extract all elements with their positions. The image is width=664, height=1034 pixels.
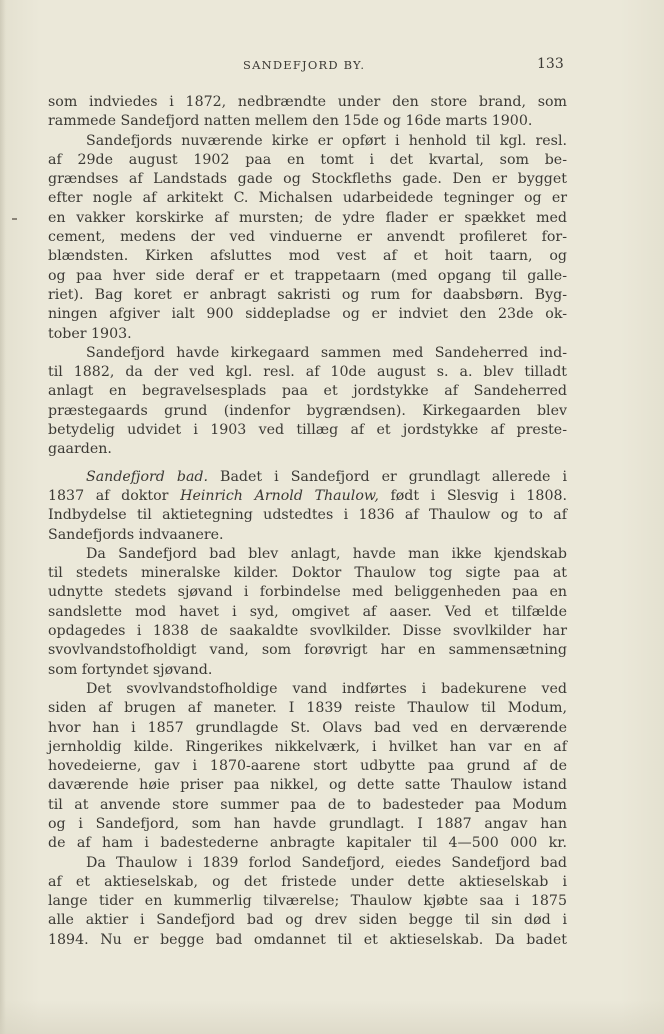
text-line: og paa hver side deraf er et trappetaarn (med opgang til galle- [48, 267, 567, 284]
italic-person-name: Heinrich Arnold Thaulow, [180, 487, 379, 504]
text-line: efter nogle af arkitekt C. Michalsen udarbeidede tegninger og er [48, 190, 567, 207]
text-line: Sandefjord havde kirkegaard sammen med Sandeherred ind- [86, 344, 567, 361]
text-line: sandslette mod havet i syd, omgivet af aaser. Ved et tilfælde [48, 603, 567, 620]
text-line: tober 1903. [48, 325, 132, 342]
text-fragment: 1837 af doktor [48, 487, 181, 504]
text-line: præstegaards grund (indenfor bygrændsen). Kirkegaarden blev [48, 402, 567, 419]
text-line: riet). Bag koret er anbragt sakristi og rum for daabsbørn. Byg- [48, 286, 567, 303]
text-line: af 29de august 1902 paa en tomt i det kvartal, som be- [48, 151, 567, 168]
text-fragment: Badet i Sandefjord er grundlagt allerede i [208, 468, 567, 485]
page-header [0, 58, 664, 78]
text-line: blændsten. Kirken afsluttes mod vest af et hoit taarn, og [48, 248, 567, 265]
text-line: Sandefjords indvaanere. [48, 526, 224, 543]
text-line: udnytte stedets sjøvand i forbindelse med beliggenheden paa en [48, 584, 567, 601]
paragraph-block-church [48, 93, 567, 460]
text-line: de af ham i badestederne anbragte kapitaler til 4—500 000 kr. [48, 835, 567, 852]
text-line: som indviedes i 1872, nedbrændte under den store brand, som [48, 94, 567, 110]
text-line: hvor han i 1857 grundlagde St. Olavs bad ved en derværende [48, 719, 567, 736]
text-line: 1894. Nu er begge bad omdannet til et aktieselskab. Da badet [48, 931, 567, 948]
text-line: lange tider en kummerlig tilværelse; Thaulow kjøbte saa i 1875 [48, 893, 567, 910]
text-line: en vakker korskirke af mursten; de ydre flader er spækket med [48, 209, 567, 226]
text-line-founder [48, 487, 567, 506]
text-line: Indbydelse til aktietegning udstedtes i 1836 af Thaulow og to af [48, 507, 567, 524]
text-line: Sandefjords nuværende kirke er opført i henhold til kgl. resl. [86, 132, 567, 149]
text-line: jernholdig kilde. Ringerikes nikkelværk, i hvilket han var en af [48, 738, 567, 755]
page-bottom-stain [0, 1000, 664, 1034]
text-line: alle aktier i Sandefjord bad og drev siden begge til sin død i [48, 912, 567, 929]
text-line: daværende høie priser paa nikkel, og dette satte Thaulow istand [48, 777, 567, 794]
page-number: 133 [537, 56, 564, 72]
text-line: gaarden. [48, 441, 112, 458]
text-line: til stedets mineralske kilder. Doktor Thaulow tog sigte paa at [48, 565, 567, 582]
text-line: Da Thaulow i 1839 forlod Sandefjord, eiedes Sandefjord bad [86, 854, 567, 871]
text-line-bath-heading [48, 468, 567, 487]
paragraph-block-bath [48, 506, 567, 950]
text-line: hovedeierne, gav i 1870-aarene stort udbytte paa grund af de [48, 758, 567, 775]
text-line: opdagedes i 1838 de saakaldte svovlkilder. Disse svovlkilder har [48, 623, 567, 640]
margin-mark [12, 218, 17, 220]
text-line: til at anvende store summer paa de to badesteder paa Modum [48, 796, 567, 813]
text-line: af et aktieselskab, og det fristede under dette aktieselskab i [48, 873, 567, 890]
italic-section-lead: Sandefjord bad. [86, 468, 209, 485]
text-line: rammede Sandefjord natten mellem den 15de og 16de marts 1900. [48, 113, 533, 130]
text-line: Da Sandefjord bad blev anlagt, havde man ikke kjendskab [86, 545, 567, 562]
text-line: siden af brugen af maneter. I 1839 reiste Thaulow til Modum, [48, 700, 567, 717]
text-line: anlagt en begravelsesplads paa et jordstykke af Sandeherred [48, 383, 567, 400]
text-line: svovlvandstofholdigt vand, som forøvrigt har en sammensætning [48, 642, 567, 659]
text-line: betydelig udvidet i 1903 ved tillæg af et jordstykke af preste- [48, 422, 567, 439]
text-line: Det svovlvandstofholdige vand indførtes i badekurene ved [86, 680, 567, 697]
text-line: cement, medens der ved vinduerne er anvendt profileret for- [48, 229, 567, 246]
page-gutter-shadow [0, 0, 6, 1034]
running-head: SANDEFJORD BY. [243, 58, 366, 72]
text-line: ningen afgiver ialt 900 siddepladse og er indviet den 23de ok- [48, 306, 567, 323]
text-line: og i Sandefjord, som han havde grundlagt. I 1887 angav han [48, 815, 567, 832]
body-text [48, 93, 567, 950]
text-line: som fortyndet sjøvand. [48, 661, 213, 678]
text-line: til 1882, da der ved kgl. resl. af 10de august s. a. blev tilladt [48, 364, 567, 381]
text-fragment: født i Slesvig i 1808. [378, 487, 568, 504]
text-line: grændses af Landstads gade og Stockfleths gade. Den er bygget [48, 171, 567, 188]
